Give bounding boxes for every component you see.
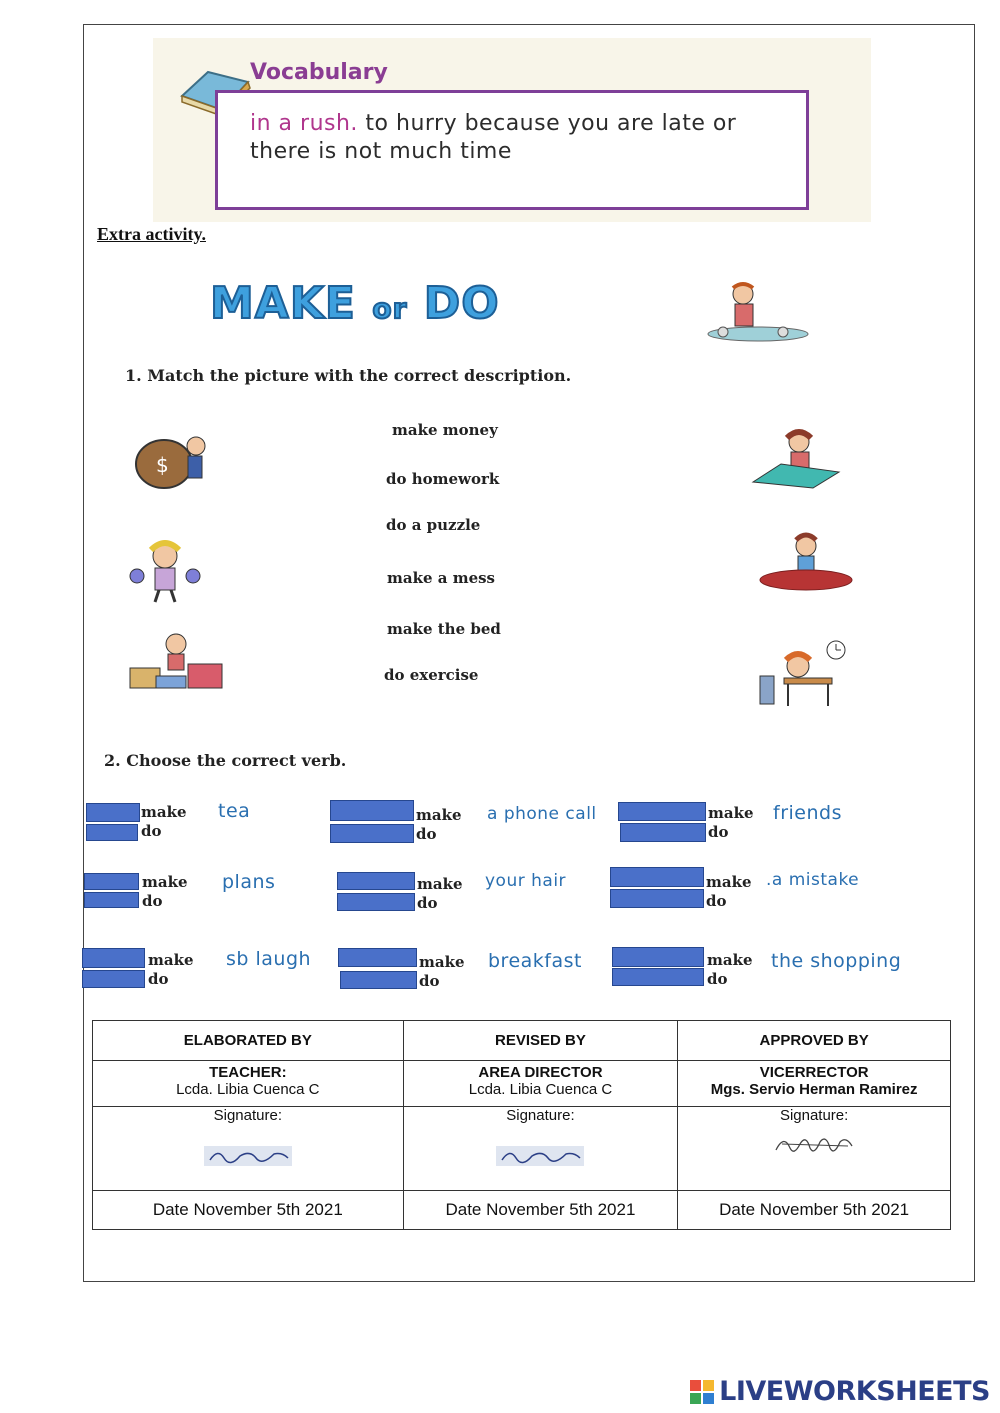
liveworksheets-icon bbox=[689, 1379, 715, 1405]
item-a-phone-call: a phone call bbox=[487, 804, 597, 824]
homework-illustration[interactable] bbox=[758, 640, 850, 708]
make-or-do-title bbox=[210, 278, 500, 329]
choice-your-hair-make[interactable] bbox=[337, 872, 415, 890]
phrase-do-exercise: do exercise bbox=[384, 666, 479, 684]
signature-image-vicerrector bbox=[772, 1130, 856, 1160]
signature-label: Signature: bbox=[779, 1107, 849, 1124]
option-make: make bbox=[706, 873, 752, 891]
date-director: Date November 5th 2021 bbox=[403, 1191, 678, 1230]
phrase-do-a-puzzle: do a puzzle bbox=[386, 516, 481, 534]
option-make: make bbox=[707, 951, 753, 969]
role-vicerrector: VICERRECTOR bbox=[759, 1064, 869, 1081]
option-make: make bbox=[148, 951, 194, 969]
title-or: or bbox=[372, 292, 408, 325]
name-teacher: Lcda. Libia Cuenca C bbox=[176, 1081, 320, 1098]
signature-cell-director bbox=[403, 1107, 678, 1191]
phrase-make-money: make money bbox=[392, 421, 498, 439]
date-vicerrector: Date November 5th 2021 bbox=[678, 1191, 951, 1230]
phrase-make-the-bed: make the bed bbox=[387, 620, 501, 638]
exercise1-title: 1. Match the picture with the correct description. bbox=[125, 366, 572, 385]
vocabulary-definition bbox=[250, 110, 770, 166]
choice-shopping-make[interactable] bbox=[612, 947, 704, 967]
extra-activity-heading: Extra activity. bbox=[97, 224, 206, 244]
item-sb-laugh: sb laugh bbox=[226, 948, 312, 970]
choice-tea-do[interactable] bbox=[86, 824, 138, 841]
signature-label: Signature: bbox=[506, 1107, 575, 1124]
title-make: MAKE bbox=[210, 278, 356, 329]
header-elaborated-by: ELABORATED BY bbox=[93, 1021, 404, 1061]
signature-cell-teacher bbox=[93, 1107, 404, 1191]
option-make: make bbox=[141, 803, 187, 821]
phrase-make-a-mess: make a mess bbox=[387, 569, 495, 587]
vocabulary-term: in a rush. bbox=[250, 111, 358, 136]
choice-plans-do[interactable] bbox=[84, 892, 139, 908]
choice-mistake-make[interactable] bbox=[610, 867, 704, 887]
choice-shopping-do[interactable] bbox=[612, 968, 704, 986]
date-teacher: Date November 5th 2021 bbox=[93, 1191, 404, 1230]
signature-label: Signature: bbox=[213, 1107, 282, 1124]
choice-breakfast-make[interactable] bbox=[338, 948, 417, 967]
choice-mistake-do[interactable] bbox=[610, 889, 704, 908]
option-do: do bbox=[419, 972, 440, 990]
puzzle-illustration[interactable] bbox=[756, 532, 856, 592]
vicerrector-cell bbox=[678, 1061, 951, 1107]
option-do: do bbox=[416, 825, 437, 843]
choice-phone-call-do[interactable] bbox=[330, 824, 414, 843]
director-cell bbox=[403, 1061, 678, 1107]
vocabulary-title: Vocabulary bbox=[250, 60, 388, 85]
option-make: make bbox=[417, 875, 463, 893]
option-do: do bbox=[706, 892, 727, 910]
option-do: do bbox=[707, 970, 728, 988]
signature-table bbox=[92, 1020, 951, 1230]
choice-breakfast-do[interactable] bbox=[340, 971, 417, 989]
role-area-director: AREA DIRECTOR bbox=[478, 1064, 603, 1081]
option-do: do bbox=[708, 823, 729, 841]
option-do: do bbox=[141, 822, 162, 840]
choice-sb-laugh-do[interactable] bbox=[82, 970, 145, 988]
choice-your-hair-do[interactable] bbox=[337, 893, 415, 911]
signature-image-director bbox=[496, 1144, 584, 1168]
washing-dishes-illustration bbox=[703, 280, 815, 344]
header-revised-by: REVISED BY bbox=[403, 1021, 678, 1061]
making-bed-illustration[interactable] bbox=[751, 428, 841, 490]
choice-friends-make[interactable] bbox=[618, 802, 706, 821]
choice-sb-laugh-make[interactable] bbox=[82, 948, 145, 968]
option-do: do bbox=[148, 970, 169, 988]
item-breakfast: breakfast bbox=[488, 950, 582, 972]
liveworksheets-text: LIVEWORKSHEETS bbox=[719, 1376, 990, 1407]
choice-friends-do[interactable] bbox=[620, 823, 706, 842]
option-make: make bbox=[142, 873, 188, 891]
messy-room-illustration[interactable] bbox=[126, 628, 226, 692]
role-teacher: TEACHER: bbox=[209, 1064, 287, 1081]
item-tea: tea bbox=[218, 800, 251, 822]
svg-text:$: $ bbox=[156, 453, 169, 477]
item-plans: plans bbox=[222, 871, 276, 893]
signature-image-teacher bbox=[204, 1144, 292, 1168]
option-do: do bbox=[417, 894, 438, 912]
choice-plans-make[interactable] bbox=[84, 873, 139, 890]
header-approved-by: APPROVED BY bbox=[678, 1021, 951, 1061]
option-make: make bbox=[419, 953, 465, 971]
item-friends: friends bbox=[773, 802, 842, 824]
phrase-do-homework: do homework bbox=[386, 470, 500, 488]
signature-cell-vicerrector bbox=[678, 1107, 951, 1191]
liveworksheets-logo[interactable] bbox=[689, 1376, 990, 1407]
item-your-hair: your hair bbox=[485, 871, 567, 891]
choice-tea-make[interactable] bbox=[86, 803, 140, 822]
option-make: make bbox=[708, 804, 754, 822]
item-the-shopping: the shopping bbox=[771, 950, 902, 972]
money-bag-illustration[interactable] bbox=[130, 428, 212, 492]
name-vicerrector: Mgs. Servio Herman Ramirez bbox=[710, 1081, 918, 1098]
item-a-mistake: .a mistake bbox=[766, 870, 860, 890]
option-do: do bbox=[142, 892, 163, 910]
title-do: DO bbox=[423, 278, 500, 329]
choice-phone-call-make[interactable] bbox=[330, 800, 414, 821]
name-director: Lcda. Libia Cuenca C bbox=[468, 1081, 613, 1098]
teacher-cell bbox=[93, 1061, 404, 1107]
vocabulary-definition-text: to hurry because you are late or there is not much time bbox=[250, 111, 737, 164]
girl-exercising-illustration[interactable] bbox=[127, 540, 205, 604]
option-make: make bbox=[416, 806, 462, 824]
exercise2-title: 2. Choose the correct verb. bbox=[104, 751, 347, 770]
